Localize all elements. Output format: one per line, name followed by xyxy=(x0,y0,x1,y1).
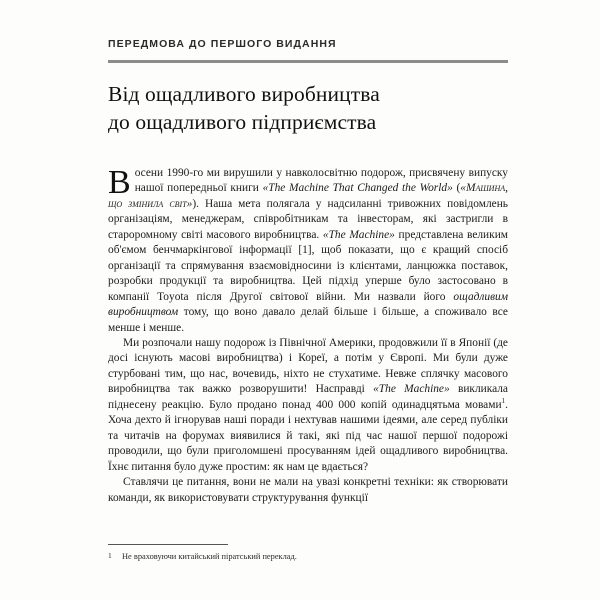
paragraph-1 xyxy=(108,166,508,336)
footnote-divider xyxy=(108,544,228,545)
footnote-number: 1 xyxy=(108,550,112,560)
paragraph-2 xyxy=(108,336,508,475)
page-title xyxy=(108,81,508,136)
footnote xyxy=(108,551,508,562)
drop-cap: В xyxy=(108,164,131,202)
header-divider xyxy=(108,60,508,63)
running-head: ПЕРЕДМОВА ДО ПЕРШОГО ВИДАННЯ xyxy=(108,38,337,50)
footnote-text: Не враховуючи китайський піратський переклад. xyxy=(122,551,297,561)
body-text xyxy=(108,166,508,506)
footnote-area xyxy=(108,544,508,562)
paragraph-2-text: Ми розпочали нашу подорож із Північної Америки, продовжили її в Японії (де досі існують масові виробництва) і Кореї, а потім у Європі. Ми були дуже стурбовані тим, що нас, вочевидь, ніхто не стухатиме. Невже сплячку масового виробництва так важко розворушити! Насправді «The Machine» викликала піднесену реакцію. Було продано понад 400 000 копій одинадцятьма мовами$^1$. Хоча дехто й ігнорував наші поради і нехтував нашими ідеями, але серед публіки та читачів на форумах виявилися й такі, які під час нашої першої подорожі проводили, що були приголомшені просуванням ідей ощадливого виробництва. Їхнє питання було дуже простим: як нам це вдається? xyxy=(108,337,508,473)
paragraph-3-text: Ставлячи це питання, вони не мали на увазі конкретні техніки: як створювати команди, як використовувати структурування функції xyxy=(108,476,508,504)
chapter-title-line-1: Від ощадливого виробництва xyxy=(108,82,380,106)
paragraph-1-text: осени 1990-го ми вирушили у навколосвітню подорож, присвячену випуску нашої попередньої книги «The Machine That Changed the World» («Машина, що змінила світ»). Наша мета полягала у надсиланні тривожних повідомлень організаціям, менеджерам, співробітникам та інвесторам, які застригли в староромному світі масового виробництва. «The Machine» представлена великим об'ємом бенчмаркінгової інформації [1], щоб показати, що є кращий спосіб організації та спрямування взаємовідносини із клієнтами, ланцюжка поставок, розробки продукції та виробництва. Цей підхід уперше було застосовано в компанії Toyota після Другої світової війни. Ми назвали його ощадливим виробництвом тому, що воно давало делай більше і більше, а споживало все менше і менше. xyxy=(108,167,508,334)
chapter-title-line-2: до ощадливого підприємства xyxy=(108,109,377,134)
paragraph-3 xyxy=(108,475,508,506)
